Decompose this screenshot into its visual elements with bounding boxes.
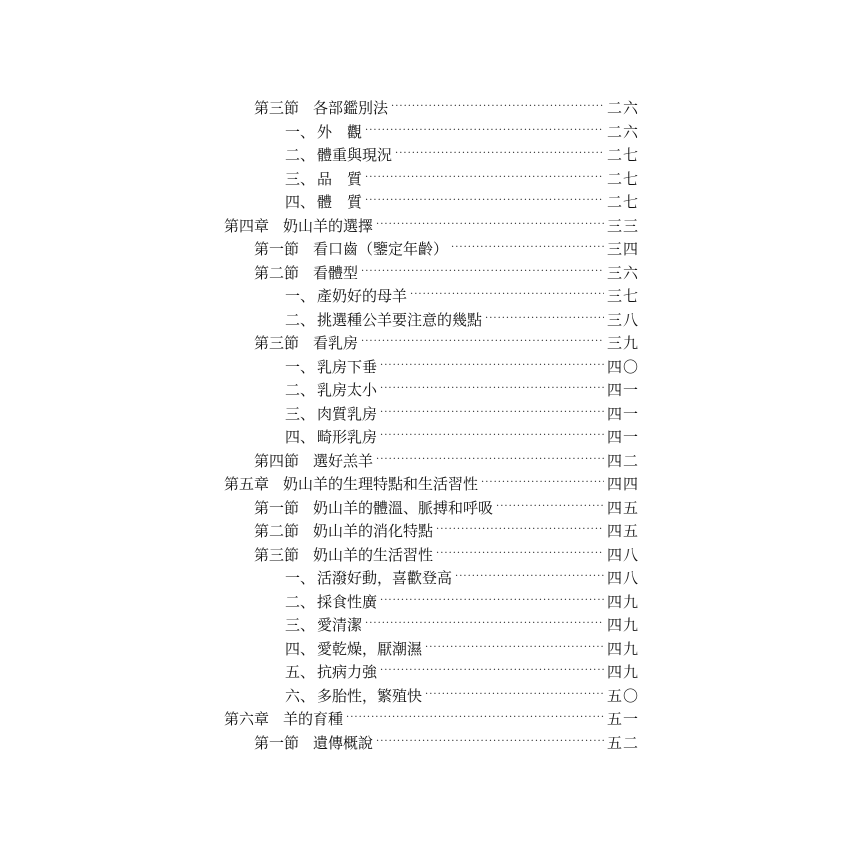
toc-entry-item — [285, 684, 645, 708]
toc-entry-page-number: 四一 — [607, 428, 640, 446]
toc-entry-title: 外 觀 — [317, 123, 363, 141]
toc-entry-label — [254, 237, 448, 261]
dot-leader — [376, 731, 604, 755]
toc-entry-section — [254, 261, 645, 285]
toc-entry-label — [285, 308, 482, 332]
toc-entry-page-number: 四八 — [607, 569, 640, 587]
toc-entry-number: 第一節 — [254, 240, 300, 258]
dot-leader — [410, 284, 604, 308]
toc-entry-title: 看口齒（鑒定年齡） — [313, 240, 449, 258]
dot-leader — [376, 449, 604, 473]
dot-leader — [365, 190, 604, 214]
toc-entry-section — [254, 96, 645, 120]
toc-entry-page-number: 五〇 — [607, 687, 640, 705]
toc-entry-title: 看體型 — [313, 264, 359, 282]
toc-entry-number: 一、 — [285, 569, 316, 587]
toc-entry-label — [285, 190, 362, 214]
dot-leader — [451, 237, 604, 261]
toc-entry-number: 二、 — [285, 381, 316, 399]
toc-entry-page-number: 四二 — [607, 452, 640, 470]
toc-entry-item — [285, 590, 645, 614]
toc-entry-label — [254, 519, 433, 543]
toc-entry-section — [254, 496, 645, 520]
toc-entry-number: 一、 — [285, 123, 316, 141]
toc-entry-section — [254, 237, 645, 261]
toc-entry-number: 第二節 — [254, 264, 300, 282]
toc-entry-page-number: 三八 — [607, 311, 640, 329]
toc-entry-label — [254, 331, 358, 355]
dot-leader — [425, 684, 604, 708]
toc-entry-number: 三、 — [285, 616, 316, 634]
toc-entry-number: 四、 — [285, 428, 316, 446]
toc-entry-label — [285, 637, 422, 661]
toc-entry-title: 各部鑑別法 — [313, 99, 389, 117]
toc-entry-page-number: 四四 — [607, 475, 640, 493]
toc-entry-page-number: 二六 — [607, 99, 640, 117]
toc-entry-page-number: 四九 — [607, 593, 640, 611]
toc-entry-label — [224, 214, 373, 238]
toc-entry-title: 遺傳概說 — [313, 734, 374, 752]
toc-entry-page-number: 三四 — [607, 240, 640, 258]
toc-entry-number: 第一節 — [254, 499, 300, 517]
toc-entry-page-number: 四一 — [607, 381, 640, 399]
toc-entry-title: 奶山羊的消化特點 — [313, 522, 434, 540]
toc-entry-title: 挑選種公羊要注意的幾點 — [317, 311, 483, 329]
toc-entry-label — [254, 731, 373, 755]
toc-entry-title: 體 質 — [317, 193, 363, 211]
toc-entry-number: 三、 — [285, 405, 316, 423]
toc-entry-page-number: 四〇 — [607, 358, 640, 376]
toc-entry-label — [285, 284, 407, 308]
toc-entry-label — [285, 378, 377, 402]
toc-entry-number: 第四節 — [254, 452, 300, 470]
toc-entry-number: 五、 — [285, 663, 316, 681]
toc-entry-item — [285, 566, 645, 590]
toc-entry-item — [285, 355, 645, 379]
toc-entry-page-number: 二七 — [607, 146, 640, 164]
toc-entry-title: 多胎性，繁殖快 — [317, 687, 423, 705]
toc-entry-chapter — [224, 707, 645, 731]
toc-entry-title: 愛清潔 — [317, 616, 363, 634]
dot-leader — [380, 402, 604, 426]
toc-entry-title: 奶山羊的生活習性 — [313, 546, 434, 564]
dot-leader — [455, 566, 604, 590]
toc-entry-item — [285, 120, 645, 144]
toc-entry-label — [254, 96, 388, 120]
toc-entry-number: 第三節 — [254, 99, 300, 117]
toc-entry-title: 奶山羊的體溫、脈搏和呼吸 — [313, 499, 494, 517]
dot-leader — [380, 355, 604, 379]
toc-entry-item — [285, 660, 645, 684]
toc-entry-page-number: 四八 — [607, 546, 640, 564]
toc-entry-label — [254, 449, 373, 473]
toc-entry-label — [285, 425, 377, 449]
dot-leader — [481, 472, 604, 496]
toc-entry-item — [285, 308, 645, 332]
toc-entry-page-number: 五二 — [607, 734, 640, 752]
toc-entry-title: 體重與現況 — [317, 146, 393, 164]
toc-entry-number: 第一節 — [254, 734, 300, 752]
toc-entry-number: 三、 — [285, 170, 316, 188]
toc-entry-label — [285, 167, 362, 191]
toc-entry-label — [254, 261, 358, 285]
dot-leader — [395, 143, 604, 167]
toc-entry-title: 品 質 — [317, 170, 363, 188]
toc-entry-number: 第四章 — [224, 217, 270, 235]
dot-leader — [436, 543, 604, 567]
toc-entry-section — [254, 519, 645, 543]
toc-entry-number: 二、 — [285, 593, 316, 611]
toc-entry-page-number: 四九 — [607, 640, 640, 658]
toc-entry-page-number: 三九 — [607, 334, 640, 352]
toc-entry-page-number: 四九 — [607, 663, 640, 681]
dot-leader — [425, 637, 604, 661]
toc-entry-page-number: 三七 — [607, 287, 640, 305]
dot-leader — [365, 167, 604, 191]
dot-leader — [391, 96, 604, 120]
toc-entry-title: 肉質乳房 — [317, 405, 378, 423]
toc-entry-item — [285, 378, 645, 402]
toc-entry-title: 乳房太小 — [317, 381, 378, 399]
toc-entry-label — [224, 472, 478, 496]
toc-entry-title: 活潑好動，喜歡登高 — [317, 569, 453, 587]
toc-entry-label — [285, 566, 452, 590]
toc-entry-number: 二、 — [285, 146, 316, 164]
toc-entry-label — [285, 590, 377, 614]
toc-entry-item — [285, 613, 645, 637]
toc-entry-label — [285, 120, 362, 144]
toc-entry-number: 六、 — [285, 687, 316, 705]
toc-entry-page-number: 二六 — [607, 123, 640, 141]
toc-entry-page-number: 四九 — [607, 616, 640, 634]
toc-entry-title: 選好羔羊 — [313, 452, 374, 470]
toc-entry-section — [254, 331, 645, 355]
toc-entry-number: 二、 — [285, 311, 316, 329]
toc-entry-label — [254, 496, 493, 520]
toc-entry-number: 第二節 — [254, 522, 300, 540]
toc-entry-title: 羊的育種 — [283, 710, 344, 728]
toc-entry-label — [285, 613, 362, 637]
toc-entry-label — [285, 355, 377, 379]
toc-entry-number: 第三節 — [254, 334, 300, 352]
toc-entry-item — [285, 190, 645, 214]
toc-entry-section — [254, 731, 645, 755]
toc-entry-label — [285, 402, 377, 426]
dot-leader — [376, 214, 604, 238]
toc-entry-page-number: 三六 — [607, 264, 640, 282]
toc-entry-number: 第五章 — [224, 475, 270, 493]
toc-entry-label — [254, 543, 433, 567]
toc-entry-title: 抗病力強 — [317, 663, 378, 681]
toc-entry-page-number: 四一 — [607, 405, 640, 423]
dot-leader — [380, 378, 604, 402]
toc-entry-page-number: 五一 — [607, 710, 640, 728]
dot-leader — [380, 425, 604, 449]
toc-entry-item — [285, 425, 645, 449]
dot-leader — [436, 519, 604, 543]
dot-leader — [380, 660, 604, 684]
toc-entry-item — [285, 143, 645, 167]
dot-leader — [365, 120, 604, 144]
toc-entry-page-number: 二七 — [607, 170, 640, 188]
toc-entry-page-number: 二七 — [607, 193, 640, 211]
toc-entry-number: 第六章 — [224, 710, 270, 728]
toc-entry-page-number: 三三 — [607, 217, 640, 235]
dot-leader — [361, 261, 604, 285]
toc-entry-item — [285, 402, 645, 426]
toc-entry-title: 奶山羊的生理特點和生活習性 — [283, 475, 479, 493]
toc-entry-item — [285, 167, 645, 191]
toc-entry-title: 看乳房 — [313, 334, 359, 352]
toc-entry-title: 產奶好的母羊 — [317, 287, 408, 305]
dot-leader — [380, 590, 604, 614]
dot-leader — [361, 331, 604, 355]
dot-leader — [346, 707, 604, 731]
toc-entry-number: 一、 — [285, 358, 316, 376]
toc-entry-number: 第三節 — [254, 546, 300, 564]
dot-leader — [365, 613, 604, 637]
toc-entry-item — [285, 637, 645, 661]
toc-entry-section — [254, 449, 645, 473]
toc-entry-title: 採食性廣 — [317, 593, 378, 611]
toc-entry-page-number: 四五 — [607, 522, 640, 540]
toc-entry-label — [285, 143, 392, 167]
toc-entry-number: 四、 — [285, 640, 316, 658]
toc-entry-title: 畸形乳房 — [317, 428, 378, 446]
dot-leader — [496, 496, 604, 520]
toc-entry-number: 四、 — [285, 193, 316, 211]
toc-entry-title: 乳房下垂 — [317, 358, 378, 376]
toc-entry-number: 一、 — [285, 287, 316, 305]
toc-entry-page-number: 四五 — [607, 499, 640, 517]
toc-entry-section — [254, 543, 645, 567]
toc-entry-item — [285, 284, 645, 308]
toc-entry-chapter — [224, 214, 645, 238]
toc-entry-label — [224, 707, 343, 731]
toc-entry-label — [285, 660, 377, 684]
dot-leader — [485, 308, 604, 332]
toc-entry-title: 奶山羊的選擇 — [283, 217, 374, 235]
toc-entry-chapter — [224, 472, 645, 496]
toc-entry-title: 愛乾燥，厭潮濕 — [317, 640, 423, 658]
toc-entry-label — [285, 684, 422, 708]
